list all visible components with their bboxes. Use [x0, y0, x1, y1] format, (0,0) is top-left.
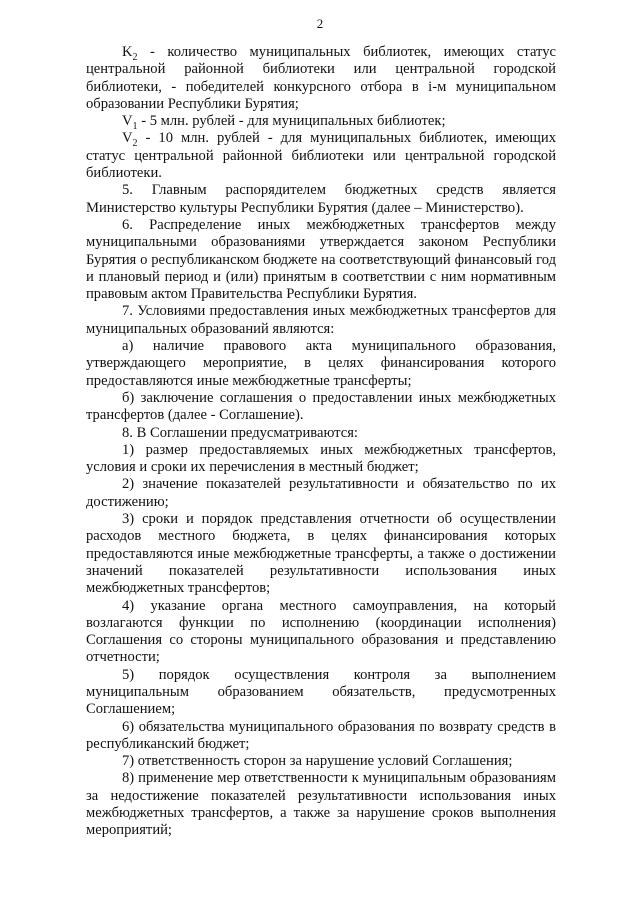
paragraph-v1: [86, 113, 556, 133]
paragraph-5: 5. Главным распорядителем бюджетных средств является Министерство культуры Республики Бурятия (далее – Министерство).: [86, 182, 556, 216]
page-number: 2: [316, 16, 324, 31]
symbol-subscript: 1: [132, 121, 138, 133]
paragraph-8-5: 5) порядок осуществления контроля за выполнением муниципальным образованием обязательств, предусмотренных Соглашением;: [86, 666, 556, 718]
symbol-k: K: [122, 44, 133, 60]
paragraph-8-3: 3) сроки и порядок представления отчетности об осуществлении расходов местного бюджета, в целях финансирования которых предоставляются иные межбюджетные трансферты, а также о достижении значений показателей результативности использования иных межбюджетных трансфертов;: [86, 511, 556, 597]
paragraph-v2: [86, 130, 556, 182]
paragraph-6: 6. Распределение иных межбюджетных трансфертов между муниципальными образованиями утверждается законом Республики Бурятия о республиканском бюджете на соответствующий финансовый год и плановый период и (или) принятым в соответствии с ним нормативным правовым актом Правительства Республики Бурятия.: [86, 216, 556, 303]
paragraph-8-6: 6) обязательства муниципального образования по возврату средств в республиканский бюджет;: [86, 718, 556, 752]
paragraph-7b: б) заключение соглашения о предоставлении иных межбюджетных трансфертов (далее - Соглашение).: [86, 389, 556, 424]
paragraph-7a: а) наличие правового акта муниципального образования, утверждающего мероприятие, в целях финансирования которого предоставляются иные межбюджетные трансферты;: [86, 338, 556, 389]
paragraph-8-4: 4) указание органа местного самоуправления, на который возлагаются функции по исполнению (координации исполнения) Соглашения со стороны муниципального образования и представлению отчетности;: [86, 597, 556, 666]
paragraph-8-2: 2) значение показателей результативности и обязательство по их достижению;: [86, 476, 556, 510]
paragraph-k2: [86, 44, 556, 113]
paragraph-7: 7. Условиями предоставления иных межбюджетных трансфертов для муниципальных образований являются:: [86, 303, 556, 337]
paragraph-8: 8. В Соглашении предусматриваются:: [122, 424, 358, 441]
paragraph-8-8: 8) применение мер ответственности к муниципальным образованиям за недостижение показателей результативности использования иных межбюджетных трансфертов, а также за нарушение сроков выполнения мероприятий;: [86, 770, 556, 839]
symbol-v: V: [122, 130, 133, 147]
symbol-subscript: 2: [132, 51, 138, 63]
symbol-subscript: 2: [132, 138, 138, 150]
symbol-v: V: [122, 113, 133, 130]
paragraph-8-7: 7) ответственность сторон за нарушение условий Соглашения;: [122, 753, 513, 770]
paragraph-text: - 5 млн. рублей - для муниципальных библиотек;: [137, 113, 446, 130]
document-body: [86, 44, 556, 840]
paragraph-text: - количество муниципальных библиотек, имеющих статус центральной районной библиотеки или центральной городской библиотеки, - победителей конкурсного отбора в i-м муниципальном образовании Республики Бурятия;: [86, 44, 556, 112]
paragraph-text: - 10 млн. рублей - для муниципальных библиотек, имеющих статус центральной районной библиотеки или центральной городской библиотеки.: [86, 130, 556, 182]
paragraph-8-1: 1) размер предоставляемых иных межбюджетных трансфертов, условия и сроки их перечисления в местный бюджет;: [86, 441, 556, 476]
